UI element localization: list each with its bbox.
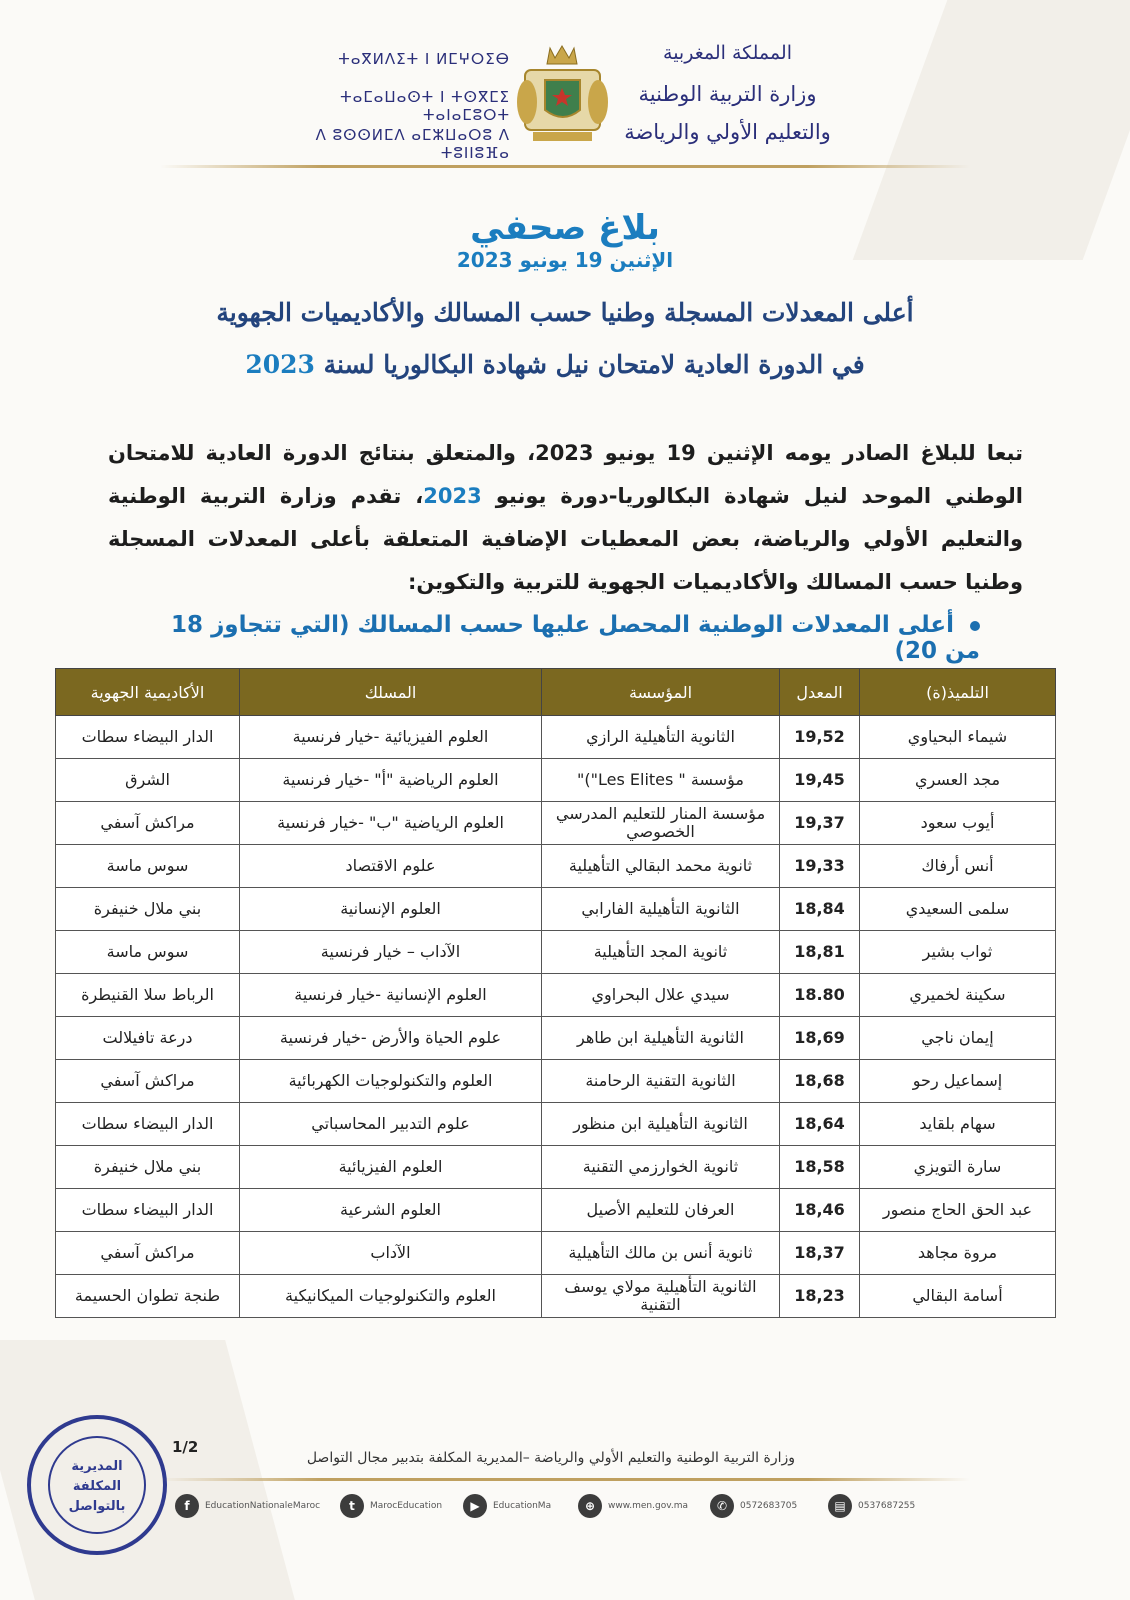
cell-average: 18,37 bbox=[780, 1232, 860, 1275]
social-link-twitter[interactable] bbox=[340, 1492, 442, 1520]
cell-academy: الشرق bbox=[56, 759, 240, 802]
cell-academy: بني ملال خنيفرة bbox=[56, 1146, 240, 1189]
cell-school: الثانوية التأهيلية ابن منظور bbox=[542, 1103, 780, 1146]
cell-track: علوم الحياة والأرض -خيار فرنسية bbox=[240, 1017, 542, 1060]
cell-track: العلوم الفيزيائية bbox=[240, 1146, 542, 1189]
cell-average: 18,81 bbox=[780, 931, 860, 974]
table-row bbox=[56, 974, 1056, 1017]
cell-school: الثانوية التأهيلية الفارابي bbox=[542, 888, 780, 931]
tifinagh-line-2: ⵜⴰⵎⴰⵡⴰⵙⵜ ⵏ ⵜⵙⴳⵎⵉ ⵜⴰⵏⴰⵎⵓⵔⵜ bbox=[340, 88, 510, 124]
cell-school: مؤسسة " Les Elites")" bbox=[542, 759, 780, 802]
column-header-track: المسلك bbox=[240, 669, 542, 716]
cell-student: إيمان ناجي bbox=[860, 1017, 1056, 1060]
release-date: الإثنين 19 يونيو 2023 bbox=[456, 248, 674, 272]
cell-track: العلوم الشرعية bbox=[240, 1189, 542, 1232]
cell-track: الآداب bbox=[240, 1232, 542, 1275]
column-header-student: التلميذ(ة) bbox=[860, 669, 1056, 716]
official-stamp-icon bbox=[22, 1410, 172, 1560]
header-divider bbox=[160, 165, 970, 168]
table-row bbox=[56, 1060, 1056, 1103]
ministry-name-line-1: وزارة التربية الوطنية bbox=[638, 82, 817, 106]
cell-average: 18,46 bbox=[780, 1189, 860, 1232]
section-heading: أعلى المعدلات الوطنية المحصل عليها حسب المسالك (التي تتجاوز 18 من 20) bbox=[171, 612, 980, 664]
cell-average: 19,37 bbox=[780, 802, 860, 845]
table-row bbox=[56, 1103, 1056, 1146]
social-link-label: EducationNationaleMaroc bbox=[205, 1501, 321, 1511]
cell-academy: درعة تافيلالت bbox=[56, 1017, 240, 1060]
cell-school: العرفان للتعليم الأصيل bbox=[542, 1189, 780, 1232]
svg-text:المكلفة: المكلفة bbox=[72, 1479, 122, 1494]
tifinagh-line-1: ⵜⴰⴳⵍⴷⵉⵜ ⵏ ⵍⵎⵖⵔⵉⴱ bbox=[338, 50, 510, 68]
cell-track: الآداب – خيار فرنسية bbox=[240, 931, 542, 974]
footer-ministry-text: وزارة التربية الوطنية والتعليم الأولي والرياضة –المديرية المكلفة بتدبير مجال التواصل bbox=[306, 1450, 795, 1466]
table-row bbox=[56, 888, 1056, 931]
subtitle-year: 2023 bbox=[245, 350, 315, 379]
facebook-icon: f bbox=[175, 1494, 199, 1518]
cell-average: 18,68 bbox=[780, 1060, 860, 1103]
cell-school: الثانوية التأهيلية مولاي يوسف التقنية bbox=[542, 1275, 780, 1318]
cell-track: العلوم والتكنولوجيات الميكانيكية bbox=[240, 1275, 542, 1318]
cell-school: ثانوية أنس بن مالك التأهيلية bbox=[542, 1232, 780, 1275]
cell-academy: بني ملال خنيفرة bbox=[56, 888, 240, 931]
social-link-youtube[interactable] bbox=[463, 1492, 551, 1520]
cell-student: مجد العسري bbox=[860, 759, 1056, 802]
social-link-phone[interactable] bbox=[710, 1492, 797, 1520]
cell-academy: سوس ماسة bbox=[56, 845, 240, 888]
table-row bbox=[56, 1189, 1056, 1232]
table-row bbox=[56, 1146, 1056, 1189]
cell-student: إسماعيل رحو bbox=[860, 1060, 1056, 1103]
cell-school: سيدي علال البحراوي bbox=[542, 974, 780, 1017]
royal-emblem-icon bbox=[515, 40, 610, 145]
cell-student: سلمى السعيدي bbox=[860, 888, 1056, 931]
cell-student: سكينة لخميري bbox=[860, 974, 1056, 1017]
cell-student: مروة مجاهد bbox=[860, 1232, 1056, 1275]
social-link-label: EducationMa bbox=[493, 1501, 552, 1511]
table-row bbox=[56, 845, 1056, 888]
footer-divider bbox=[160, 1478, 970, 1481]
phone-icon: ✆ bbox=[710, 1494, 734, 1518]
cell-school: الثانوية التقنية الرحامنة bbox=[542, 1060, 780, 1103]
cell-student: عبد الحق الحاج منصور bbox=[860, 1189, 1056, 1232]
cell-average: 18,69 bbox=[780, 1017, 860, 1060]
cell-academy: الدار البيضاء سطات bbox=[56, 1103, 240, 1146]
tifinagh-line-3: ⴷ ⵓⵙⵙⵍⵎⴷ ⴰⵎⵣⵡⴰⵔⵓ ⴷ ⵜⵓⵏⵏⵓⴼⴰ bbox=[315, 126, 510, 162]
cell-track: العلوم الرياضية "ب" -خيار فرنسية bbox=[240, 802, 542, 845]
twitter-icon: t bbox=[340, 1494, 364, 1518]
social-link-facebook[interactable] bbox=[175, 1492, 320, 1520]
table-row bbox=[56, 1232, 1056, 1275]
table-row bbox=[56, 759, 1056, 802]
cell-student: أسامة البقالي bbox=[860, 1275, 1056, 1318]
cell-track: العلوم الإنسانية bbox=[240, 888, 542, 931]
youtube-icon: ▶ bbox=[463, 1494, 487, 1518]
fax-icon: ▤ bbox=[828, 1494, 852, 1518]
cell-student: أيوب سعود bbox=[860, 802, 1056, 845]
subtitle-line-1: أعلى المعدلات المسجلة وطنيا حسب المسالك والأكاديميات الجهوية bbox=[216, 298, 914, 327]
cell-academy: سوس ماسة bbox=[56, 931, 240, 974]
top-scores-table bbox=[55, 668, 1056, 1318]
cell-average: 19,52 bbox=[780, 716, 860, 759]
subtitle-line-2: في الدورة العادية لامتحان نيل شهادة البكالوريا لسنة 2023 bbox=[245, 350, 865, 379]
cell-academy: مراكش آسفي bbox=[56, 1060, 240, 1103]
cell-track: العلوم الفيزيائية -خيار فرنسية bbox=[240, 716, 542, 759]
cell-school: ثانوية المجد التأهيلية bbox=[542, 931, 780, 974]
cell-academy: مراكش آسفي bbox=[56, 802, 240, 845]
page-title: بلاغ صحفي bbox=[470, 208, 660, 248]
svg-text:المديرية: المديرية bbox=[71, 1459, 123, 1474]
social-link-label: 0572683705 bbox=[740, 1501, 798, 1511]
paragraph-year: 2023 bbox=[423, 484, 482, 508]
page-number: 1/2 bbox=[172, 1438, 199, 1456]
cell-school: ثانوية الخوارزمي التقنية bbox=[542, 1146, 780, 1189]
cell-average: 18,64 bbox=[780, 1103, 860, 1146]
cell-average: 18,23 bbox=[780, 1275, 860, 1318]
cell-academy: طنجة تطوان الحسيمة bbox=[56, 1275, 240, 1318]
cell-school: الثانوية التأهيلية الرازي bbox=[542, 716, 780, 759]
table-row bbox=[56, 716, 1056, 759]
cell-academy: الدار البيضاء سطات bbox=[56, 1189, 240, 1232]
cell-average: 18.80 bbox=[780, 974, 860, 1017]
table-row bbox=[56, 1017, 1056, 1060]
bullet-icon bbox=[970, 621, 980, 631]
cell-academy: الدار البيضاء سطات bbox=[56, 716, 240, 759]
cell-school: الثانوية التأهيلية ابن طاهر bbox=[542, 1017, 780, 1060]
cell-average: 18,84 bbox=[780, 888, 860, 931]
social-link-label: www.men.gov.ma bbox=[608, 1501, 688, 1511]
cell-academy: مراكش آسفي bbox=[56, 1232, 240, 1275]
cell-academy: الرباط سلا القنيطرة bbox=[56, 974, 240, 1017]
cell-student: سارة التويزي bbox=[860, 1146, 1056, 1189]
cell-average: 19,33 bbox=[780, 845, 860, 888]
cell-track: العلوم الرياضية "أ" -خيار فرنسية bbox=[240, 759, 542, 802]
social-link-label: MarocEducation bbox=[370, 1501, 443, 1511]
cell-student: سهام بلقايد bbox=[860, 1103, 1056, 1146]
cell-student: شيماء البحياوي bbox=[860, 716, 1056, 759]
ministry-name-line-2: والتعليم الأولي والرياضة bbox=[624, 120, 831, 144]
social-link-globe[interactable] bbox=[578, 1492, 688, 1520]
kingdom-name: المملكة المغربية bbox=[663, 42, 792, 64]
cell-school: ثانوية محمد البقالي التأهيلية bbox=[542, 845, 780, 888]
column-header-school: المؤسسة bbox=[542, 669, 780, 716]
social-link-label: 0537687255 bbox=[858, 1501, 916, 1511]
table-row bbox=[56, 802, 1056, 845]
table-row bbox=[56, 1275, 1056, 1318]
table-row bbox=[56, 931, 1056, 974]
intro-paragraph: تبعا للبلاغ الصادر يومه الإثنين 19 يونيو 2023، والمتعلق بنتائج الدورة العادية للامتحان الوطني الموحد لنيل شهادة البكالوريا-دورة يونيو 2023، تقدم وزارة التربية الوطنية والتعليم الأولي والرياضة، بعض المعطيات الإضافية المتعلقة بأعلى المعدلات المسجلة وطنيا حسب المسالك والأكاديميات الجهوية للتربية والتكوين: bbox=[108, 441, 1024, 594]
cell-average: 18,58 bbox=[780, 1146, 860, 1189]
cell-track: علوم التدبير المحاسباتي bbox=[240, 1103, 542, 1146]
column-header-academy: الأكاديمية الجهوية bbox=[56, 669, 240, 716]
cell-track: العلوم الإنسانية -خيار فرنسية bbox=[240, 974, 542, 1017]
cell-student: ثواب بشير bbox=[860, 931, 1056, 974]
cell-school: مؤسسة المنار للتعليم المدرسي الخصوصي bbox=[542, 802, 780, 845]
globe-icon: ⊕ bbox=[578, 1494, 602, 1518]
svg-text:بالتواصل: بالتواصل bbox=[68, 1499, 126, 1514]
table-header-row bbox=[56, 669, 1056, 716]
cell-track: العلوم والتكنولوجيات الكهربائية bbox=[240, 1060, 542, 1103]
cell-average: 19,45 bbox=[780, 759, 860, 802]
column-header-average: المعدل bbox=[780, 669, 860, 716]
cell-student: أنس أرفاك bbox=[860, 845, 1056, 888]
cell-track: علوم الاقتصاد bbox=[240, 845, 542, 888]
social-link-fax[interactable] bbox=[828, 1492, 915, 1520]
